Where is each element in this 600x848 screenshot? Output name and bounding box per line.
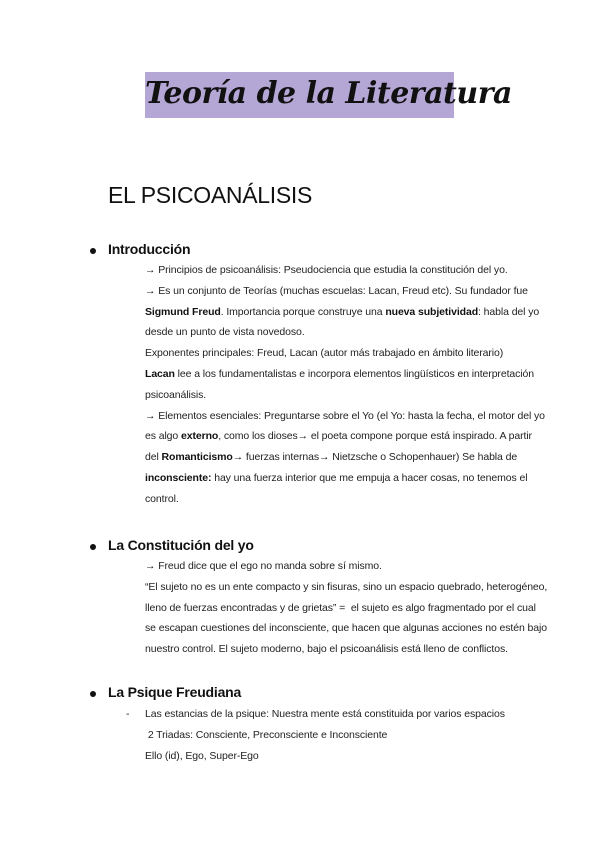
text-segment: Exponentes principales: Freud, Lacan (autor más trabajado en ámbito literario) [145,347,504,360]
main-heading: EL PSICOANÁLISIS [108,182,312,208]
text-segment: lleno de fuerzas encontradas y de grietas” = el sujeto es algo fragmentado por el cual [145,601,536,614]
section-heading: La Psique Freudiana [108,684,242,700]
text-segment: Ello (id), Ego, Super-Ego [145,749,259,762]
title-highlight [145,72,512,118]
text-line [145,729,387,741]
text-line [145,750,259,762]
text-segment: → fuerzas internas→ Nietzsche o Schopenhauer) Se habla de [232,451,518,464]
text-line [145,285,528,297]
text-segment: control. [145,492,179,505]
text-segment: → Es un conjunto de Teorías (muchas escuelas: Lacan, Freud etc). Su fundador fue [145,284,528,297]
text-segment: Las estancias de la psique: Nuestra mente está constituida por varios espacios [145,708,505,720]
text-segment: → Freud dice que el ego no manda sobre sí mismo. [145,560,382,572]
text-line [145,622,547,634]
text-segment: , como los dioses→ el poeta compone porque está inspirado. A partir [218,430,532,443]
section-heading: La Constitución del yo [108,537,254,553]
bullet-icon [90,248,96,254]
text-line [145,643,508,655]
text-line [145,347,503,359]
text-line [145,560,382,572]
text-segment: se escapan cuestiones del inconsciente, que hacen que algunas acciones no estén bajo [145,622,547,635]
text-segment: psicoanálisis. [145,388,207,401]
text-segment: lee a los fundamentalistas e incorpora elementos lingüísticos en interpretación [174,368,534,380]
dash-marker: - [126,708,130,720]
bold-term: Lacan [145,368,175,380]
text-segment: es algo [145,430,181,443]
text-segment: nuestro control. El sujeto moderno, bajo el psicoanálisis está lleno de conflictos. [145,643,508,656]
text-line [145,389,206,401]
bullet-icon [90,691,96,697]
bold-term: Romanticismo [161,451,233,464]
bullet-icon [90,544,96,550]
text-segment: → Elementos esenciales: Preguntarse sobre el Yo (el Yo: hasta la fecha, el motor del yo [145,409,545,422]
text-segment: desde un punto de vista novedoso. [145,326,305,339]
text-line [145,602,536,614]
text-line [145,493,179,505]
document-title: Teoría de la Literatura [145,76,512,111]
text-line [145,368,534,380]
text-segment: → Principios de psicoanálisis: Pseudociencia que estudia la constitución del yo. [145,264,508,276]
text-line [145,708,505,720]
text-segment: 2 Triadas: Consciente, Preconsciente e Inconsciente [145,728,388,741]
text-line [145,430,532,442]
bold-term: externo [180,430,219,443]
text-segment: “El sujeto no es un ente compacto y sin fisuras, sino un espacio quebrado, heterogéneo, [145,580,548,593]
text-line [145,472,527,484]
text-segment: : habla del yo [478,305,540,318]
bold-term: Sigmund Freud [145,305,221,318]
text-line [145,451,517,463]
bold-term: inconsciente: [145,472,212,484]
text-line [145,410,545,422]
text-line [145,264,508,276]
bold-term: nueva subjetividad [385,305,479,318]
text-line [145,306,539,318]
text-segment: hay una fuerza interior que me empuja a hacer cosas, no tenemos el [211,472,528,484]
text-line [145,326,305,338]
text-segment: . Importancia porque construye una [220,305,386,318]
text-segment: del [145,451,162,464]
text-line [145,581,547,593]
section-heading: Introducción [108,241,191,257]
